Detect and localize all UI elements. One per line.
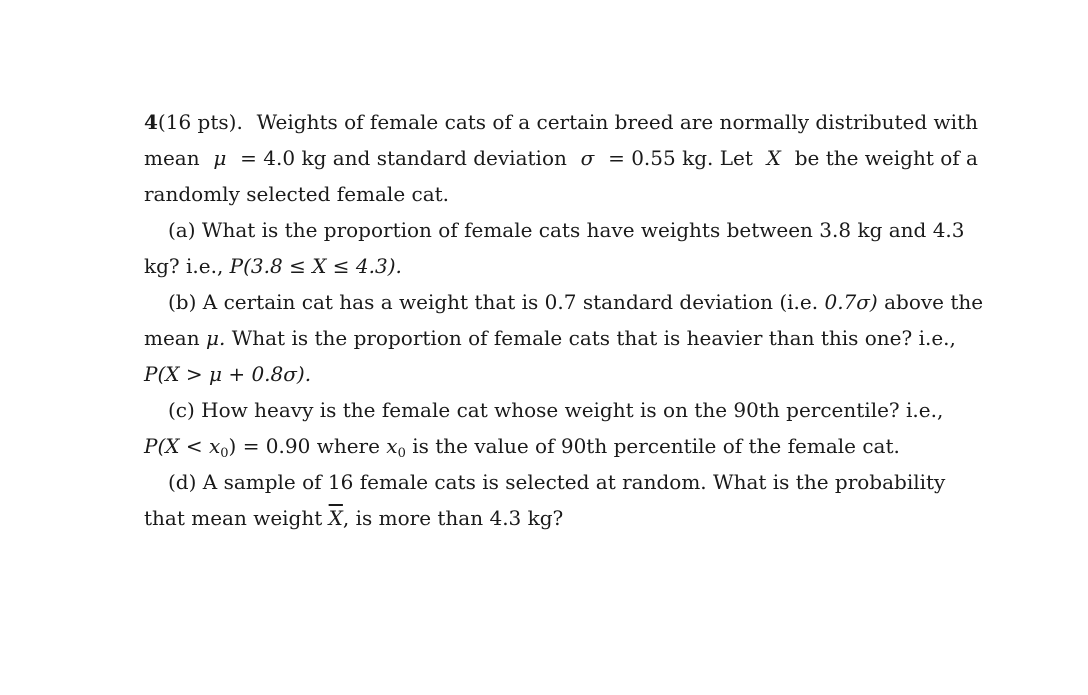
part-b-line-3 — [144, 356, 978, 392]
intro-sd-value: = 0.55 kg. Let — [608, 146, 753, 170]
part-b-math-2: P(X > μ + 0.8σ). — [144, 362, 312, 386]
part-b-line-2 — [144, 320, 978, 356]
part-b-math-1: 0.7σ) — [824, 290, 878, 314]
part-d-xbar: $\overline{X}$ — [328, 506, 343, 530]
part-d-text-2: , is more than 4.3 kg? — [342, 506, 564, 530]
part-b-text-1: (b) A certain cat has a weight that is 0.7 standard deviation (i.e. — [168, 290, 819, 314]
intro-line-2 — [144, 140, 978, 176]
intro-text-1: Weights of female cats of a certain breed are normally distributed with — [256, 110, 978, 134]
part-a-line-2 — [144, 248, 978, 284]
intro-weight-text: be the weight of a — [794, 146, 978, 170]
part-c-sub-2: 0 — [397, 446, 406, 461]
part-d-text-1: that mean weight — [144, 506, 323, 530]
problem-heading — [144, 104, 243, 140]
part-b-mu: μ. — [205, 326, 226, 350]
x-symbol: X — [766, 146, 781, 170]
intro-mean-value: = 4.0 kg and standard deviation — [240, 146, 567, 170]
intro-line-1 — [144, 104, 978, 140]
part-c-x0: x — [386, 434, 398, 458]
part-c-line-2 — [144, 428, 978, 464]
part-a-text: kg? i.e., — [144, 254, 224, 278]
intro-mean-label: mean — [144, 146, 200, 170]
problem-statement — [144, 104, 984, 536]
part-c-line-1: (c) How heavy is the female cat whose weight is on the 90th percentile? i.e., — [168, 398, 944, 422]
part-c-math-a: P(X < x — [144, 434, 221, 458]
part-b-text-2: above the — [884, 290, 984, 314]
intro-line-3: randomly selected female cat. — [144, 182, 450, 206]
part-b-line-1 — [144, 284, 984, 320]
mu-symbol: μ — [213, 146, 227, 170]
part-c-text: is the value of 90th percentile of the female cat. — [412, 434, 900, 458]
part-d-line-2 — [144, 500, 978, 536]
part-d-line-1: (d) A sample of 16 female cats is selected at random. What is the probability — [168, 470, 946, 494]
part-c-math-b: ) = 0.90 where — [228, 434, 380, 458]
part-c-sub-1: 0 — [220, 446, 229, 461]
part-b-mean-label: mean — [144, 326, 200, 350]
part-b-question: What is the proportion of female cats that is heavier than this one? i.e., — [231, 326, 956, 350]
problem-number: 4 — [144, 110, 158, 134]
sigma-symbol: σ — [580, 146, 595, 170]
problem-points: (16 pts). — [157, 110, 243, 134]
part-a-math: P(3.8 ≤ X ≤ 4.3). — [229, 254, 402, 278]
part-a-line-1: (a) What is the proportion of female cats have weights between 3.8 kg and 4.3 — [168, 218, 965, 242]
